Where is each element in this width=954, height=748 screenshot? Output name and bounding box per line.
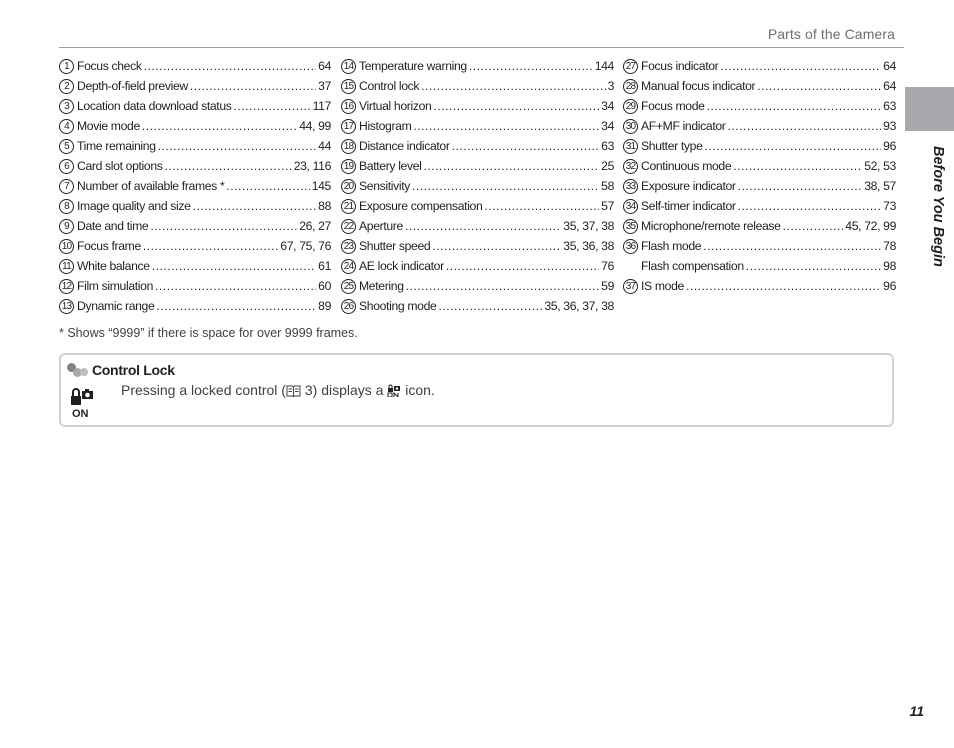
parts-list-item [623,96,896,116]
dot-leader [412,176,599,196]
lock-small-icon [387,384,401,397]
item-label: Dynamic range [77,299,155,313]
item-number-badge: 30 [623,119,638,134]
item-label: Focus check [77,59,142,73]
book-icon [286,385,301,397]
item-number-badge: 9 [59,219,74,234]
item-label: Flash compensation [641,259,744,273]
item-number-badge: 4 [59,119,74,134]
parts-list-item [623,116,896,136]
item-label: Date and time [77,219,149,233]
item-label: Focus frame [77,239,141,253]
item-number-badge: 5 [59,139,74,154]
parts-list-item [59,176,331,196]
dot-leader [738,196,882,216]
item-number-badge: 27 [623,59,638,74]
item-label: Exposure indicator [641,179,736,193]
item-page-ref: 44 [318,139,331,153]
page-number: 11 [909,703,924,719]
parts-list-item [341,156,614,176]
header-divider [59,47,904,48]
item-number-badge: 6 [59,159,74,174]
item-page-ref: 59 [601,279,614,293]
parts-list-item [341,236,614,256]
item-page-ref: 60 [318,279,331,293]
item-label: Metering [359,279,404,293]
item-label: Battery level [359,159,422,173]
item-page-ref: 35, 36, 38 [563,239,614,253]
item-number-badge: 19 [341,159,356,174]
parts-list-item [341,76,614,96]
dot-leader [728,116,882,136]
item-page-ref: 57 [601,199,614,213]
parts-list-item [623,76,896,96]
control-lock-heading [66,360,175,380]
parts-list-item [59,196,331,216]
parts-list-item [59,216,331,236]
item-label: Exposure compensation [359,199,483,213]
parts-list-item [341,276,614,296]
item-page-ref: 23, 116 [293,159,331,173]
dot-leader [143,236,278,256]
parts-list-item [59,296,331,316]
item-page-ref: 78 [883,239,896,253]
dot-leader [150,216,297,236]
parts-list-item [59,136,331,156]
parts-list-item [341,256,614,276]
item-page-ref: 44, 99 [299,119,331,133]
item-number-badge: 23 [341,239,356,254]
info-dots-icon [66,362,88,378]
parts-list-item [623,236,896,256]
item-page-ref: 67, 75, 76 [280,239,331,253]
item-label: Number of available frames * [77,179,225,193]
lock-on-text: ON [72,408,89,419]
item-page-ref: 63 [601,139,614,153]
item-number-badge: 16 [341,99,356,114]
item-number-badge: 1 [59,59,74,74]
parts-list-item [341,136,614,156]
page-header-title: Parts of the Camera [767,26,895,42]
parts-list-item [341,96,614,116]
dot-leader [155,276,316,296]
item-page-ref: 34 [601,99,614,113]
item-page-ref: 34 [601,119,614,133]
item-page-ref: 145 [311,179,331,193]
dot-leader [405,216,561,236]
parts-list-item [59,236,331,256]
item-number-badge: 14 [341,59,356,74]
item-label: Flash mode [641,239,702,253]
item-number-badge: 33 [623,179,638,194]
dot-leader [156,296,316,316]
dot-leader [738,176,863,196]
parts-list-item [59,156,331,176]
item-label: Shutter speed [359,239,431,253]
item-number-badge: 7 [59,179,74,194]
item-page-ref: 144 [594,59,614,73]
item-label: Card slot options [77,159,163,173]
item-page-ref: 35, 36, 37, 38 [544,299,614,313]
dot-leader [746,256,881,276]
item-page-ref: 98 [883,259,896,273]
item-label: White balance [77,259,150,273]
parts-list-item [623,276,896,296]
dot-leader [152,256,316,276]
dot-leader [226,176,309,196]
item-number-badge: 21 [341,199,356,214]
item-page-ref: 25 [601,159,614,173]
item-number-badge: 18 [341,139,356,154]
item-number-badge: 12 [59,279,74,294]
dot-leader [165,156,292,176]
item-page-ref: 61 [318,259,331,273]
dot-leader [438,296,542,316]
dot-leader [413,116,599,136]
item-number-badge: 31 [623,139,638,154]
item-label: Location data download status [77,99,232,113]
item-number-badge: 29 [623,99,638,114]
item-number-badge: 36 [623,239,638,254]
item-page-ref: 35, 37, 38 [563,219,614,233]
dot-leader [432,236,561,256]
item-label: Focus indicator [641,59,719,73]
dot-leader [193,196,317,216]
dot-leader [406,276,600,296]
parts-list-item [341,296,614,316]
item-label: Microphone/remote release [641,219,781,233]
item-number-badge: 3 [59,99,74,114]
item-page-ref: 38, 57 [864,179,896,193]
parts-list-item [59,256,331,276]
item-label: Focus mode [641,99,705,113]
item-page-ref: 26, 27 [299,219,331,233]
dot-leader [452,136,600,156]
item-label: Image quality and size [77,199,191,213]
parts-list-item [341,176,614,196]
parts-list-item [623,196,896,216]
item-number-badge: 2 [59,79,74,94]
item-number-badge: 35 [623,219,638,234]
item-label: Distance indicator [359,139,450,153]
dot-leader [433,96,599,116]
item-label: Temperature warning [359,59,467,73]
item-label: Aperture [359,219,403,233]
section-tab-label: Before You Begin [930,146,946,267]
item-label: Shutter type [641,139,703,153]
item-page-ref: 3 [607,79,614,93]
item-number-badge: 22 [341,219,356,234]
parts-list-item [59,96,331,116]
item-page-ref: 64 [318,59,331,73]
dot-leader [144,56,317,76]
item-number-badge: 32 [623,159,638,174]
parts-list-item [59,56,331,76]
item-label: Time remaining [77,139,156,153]
item-label: Film simulation [77,279,154,293]
dot-leader [757,76,881,96]
item-label: IS mode [641,279,684,293]
dot-leader [421,76,605,96]
item-number-badge: 13 [59,299,74,314]
dot-leader [142,116,297,136]
dot-leader [720,56,881,76]
item-label: Depth-of-field preview [77,79,188,93]
item-page-ref: 89 [318,299,331,313]
control-lock-text-part: icon. [401,382,435,398]
item-number-badge: 20 [341,179,356,194]
item-number-badge: 28 [623,79,638,94]
parts-list-column-3 [623,56,896,296]
item-label: Continuous mode [641,159,732,173]
item-page-ref: 117 [312,99,331,113]
item-label: Shooting mode [359,299,437,313]
item-number-badge: 15 [341,79,356,94]
item-number-badge: 24 [341,259,356,274]
item-number-badge: 11 [59,259,74,274]
item-page-ref: 64 [883,79,896,93]
lock-on-icon [68,387,102,419]
item-page-ref: 37 [318,79,331,93]
item-label: Manual focus indicator [641,79,756,93]
dot-leader [234,96,311,116]
parts-list-item [623,216,896,236]
item-label: Sensitivity [359,179,411,193]
dot-leader [707,96,882,116]
dot-leader [703,236,881,256]
item-label: AF+MF indicator [641,119,726,133]
item-number-badge: 17 [341,119,356,134]
parts-list-item [341,116,614,136]
control-lock-text [121,382,435,398]
parts-list-item [623,56,896,76]
parts-list-column-1 [59,56,331,316]
item-page-ref: 64 [883,59,896,73]
dot-leader [158,136,317,156]
parts-list-item [341,56,614,76]
parts-list-item [341,216,614,236]
item-number-badge: 25 [341,279,356,294]
item-page-ref: 96 [883,139,896,153]
dot-leader [484,196,599,216]
dot-leader [733,156,862,176]
control-lock-text-part: 3) displays a [300,382,388,398]
item-number-badge: 37 [623,279,638,294]
item-page-ref: 96 [883,279,896,293]
item-label: Movie mode [77,119,140,133]
section-tab [905,87,954,131]
control-lock-title: Control Lock [92,362,175,378]
item-page-ref: 45, 72, 99 [845,219,896,233]
dot-leader [190,76,316,96]
item-number-badge: 10 [59,239,74,254]
item-page-ref: 88 [318,199,331,213]
item-label: Histogram [359,119,412,133]
item-label: Self-timer indicator [641,199,736,213]
dot-leader [469,56,593,76]
dot-leader [783,216,844,236]
parts-list-item [623,256,896,276]
parts-list-item [341,196,614,216]
item-page-ref: 76 [601,259,614,273]
parts-list-item [623,176,896,196]
dot-leader [705,136,882,156]
item-label: Control lock [359,79,420,93]
dot-leader [424,156,600,176]
item-page-ref: 58 [601,179,614,193]
item-label: Virtual horizon [359,99,432,113]
parts-list-item [59,276,331,296]
item-number-badge: 34 [623,199,638,214]
parts-list-item [59,76,331,96]
control-lock-text-part: Pressing a locked control ( [121,382,286,398]
item-page-ref: 52, 53 [864,159,896,173]
item-number-badge: 26 [341,299,356,314]
parts-list-column-2 [341,56,614,316]
parts-list-item [59,116,331,136]
item-page-ref: 73 [883,199,896,213]
parts-list-item [623,156,896,176]
item-number-badge: 8 [59,199,74,214]
parts-list-item [623,136,896,156]
item-page-ref: 63 [883,99,896,113]
item-label: AE lock indicator [359,259,444,273]
footnote: * Shows “9999” if there is space for over 9999 frames. [59,326,358,340]
dot-leader [446,256,599,276]
item-page-ref: 93 [883,119,896,133]
dot-leader [686,276,881,296]
item-number-badge [623,259,638,274]
